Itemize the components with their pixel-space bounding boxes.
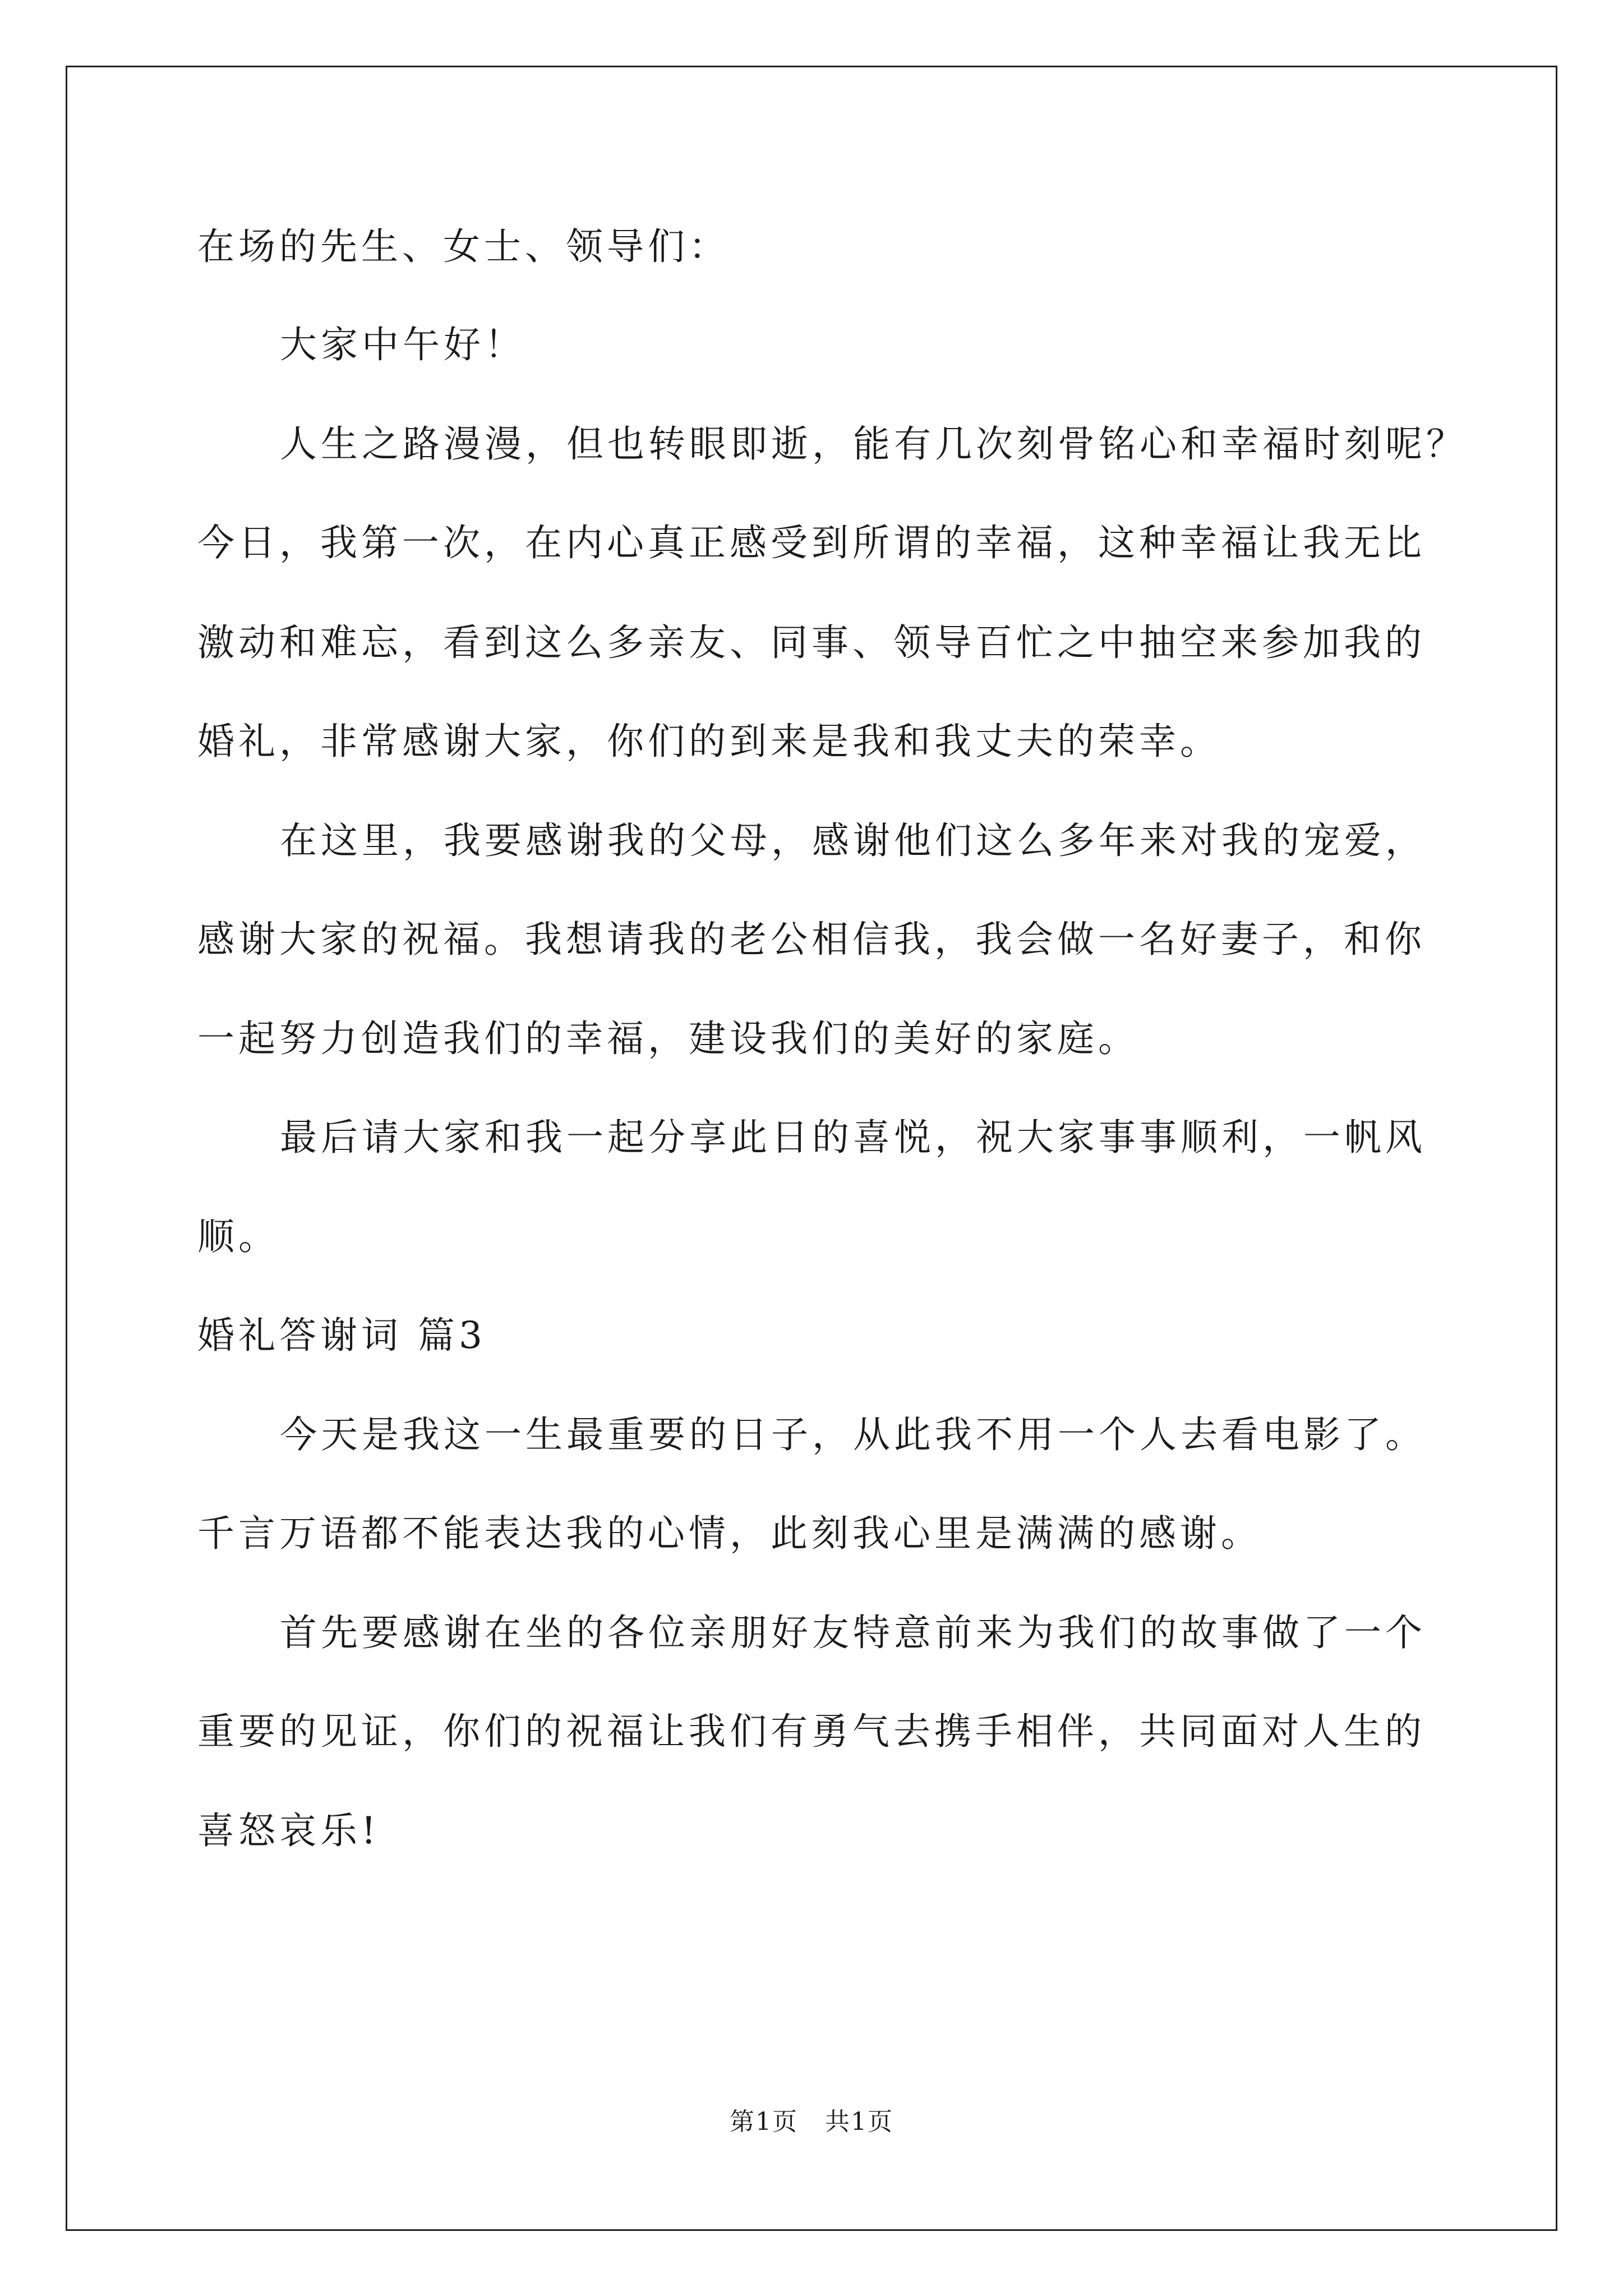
greeting: 大家中午好！ [280, 323, 525, 366]
paragraph-line: 千言万语都不能表达我的心情，此刻我心里是满满的感谢。 [197, 1512, 1262, 1555]
paragraph-line: 喜怒哀乐! [197, 1809, 380, 1852]
paragraph-line: 激动和难忘，看到这么多亲友、同事、领导百忙之中抽空来参加我的 [197, 621, 1426, 664]
paragraph-line: 今天是我这一生最重要的日子，从此我不用一个人去看电影了。 [280, 1413, 1426, 1456]
page-number: 第1页 [730, 2108, 798, 2136]
paragraph-line: 首先要感谢在坐的各位亲朋好友特意前来为我们的故事做了一个 [280, 1611, 1426, 1654]
page-count: 共1页 [825, 2108, 893, 2136]
salutation: 在场的先生、女士、领导们： [197, 225, 730, 268]
paragraph-line: 今日，我第一次，在内心真正感受到所谓的幸福，这种幸福让我无比 [197, 521, 1426, 564]
paragraph-line: 最后请大家和我一起分享此日的喜悦，祝大家事事顺利，一帆风 [280, 1116, 1426, 1159]
paragraph-line: 在这里，我要感谢我的父母，感谢他们这么多年来对我的宠爱， [280, 819, 1426, 862]
paragraph-line: 一起努力创造我们的幸福，建设我们的美好的家庭。 [197, 1017, 1139, 1060]
section-heading: 婚礼答谢词 篇3 [197, 1314, 486, 1357]
paragraph-line: 重要的见证，你们的祝福让我们有勇气去携手相伴，共同面对人生的 [197, 1710, 1426, 1753]
paragraph-line: 人生之路漫漫，但也转眼即逝，能有几次刻骨铭心和幸福时刻呢？ [280, 422, 1467, 466]
paragraph-line: 婚礼，非常感谢大家，你们的到来是我和我丈夫的荣幸。 [197, 720, 1221, 763]
page-footer [0, 2106, 1623, 2138]
paragraph-line: 顺。 [197, 1215, 279, 1258]
paragraph-line: 感谢大家的祝福。我想请我的老公相信我，我会做一名好妻子，和你 [197, 918, 1426, 961]
